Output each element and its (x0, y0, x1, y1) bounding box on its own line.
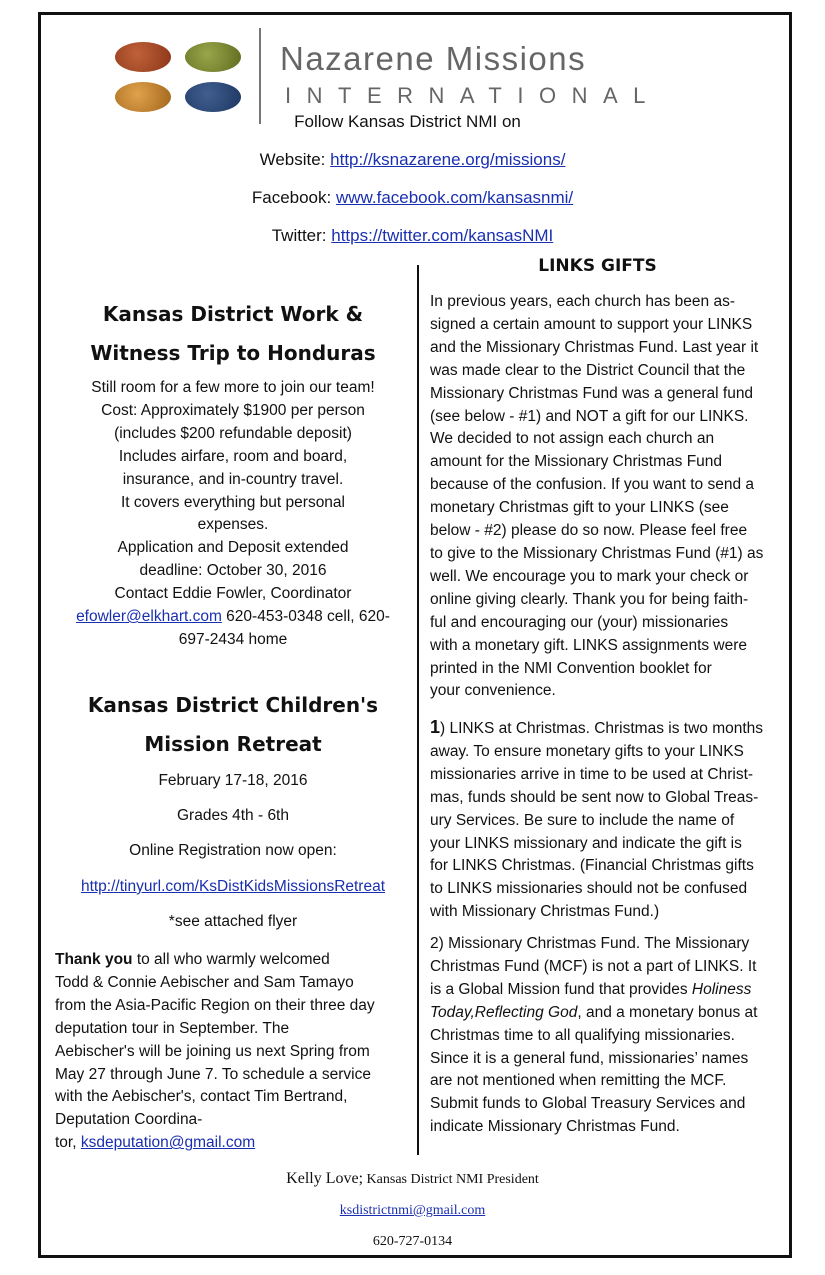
honduras-phone-b: 697-2434 home (178, 630, 288, 648)
thanks-bold: Thank you (55, 951, 133, 968)
honduras-line: Contact Eddie Fowler, Coordinator (114, 585, 352, 603)
honduras-title-line1: Kansas District Work & (102, 302, 364, 326)
links-line: ful and encouraging our (your) missionaries (430, 613, 729, 631)
thanks-prefix: tor, (55, 1134, 81, 1152)
deputation-email-link[interactable]: ksdeputation@gmail.com (80, 1134, 256, 1152)
item2-line: Submit funds to Global Treasury Services and (430, 1095, 746, 1113)
twitter-link[interactable]: https://twitter.com/kansasNMI (331, 226, 554, 245)
retreat-title-line1: Kansas District Children's (87, 693, 379, 717)
item2-italic-holiness: Holiness (691, 980, 752, 998)
honduras-line: Includes airfare, room and board, (118, 447, 348, 465)
thanks-line: with the Aebischer's, contact Tim Bertrand, (55, 1088, 348, 1106)
item1-line: missionaries arrive in time to be used at Christ- (430, 765, 754, 783)
item1-line: your LINKS missionary and indicate the gift is (430, 834, 742, 852)
item2-line: indicate Missionary Christmas Fund. (430, 1118, 680, 1136)
item2-line (430, 979, 800, 1002)
footer-email-link[interactable]: ksdistrictnmi@gmail.com (339, 1203, 486, 1218)
links-item1 (430, 716, 800, 924)
item2-text: , and a monetary bonus at (577, 1003, 758, 1021)
links-line: We decided to not assign each church an (430, 430, 715, 448)
thanks-line: from the Asia-Pacific Region on their three day (55, 996, 375, 1014)
links-title: LINKS GIFTS (538, 256, 657, 276)
honduras-phone-a: 620-453-0348 cell, 620- (221, 608, 390, 626)
honduras-line: deadline: October 30, 2016 (139, 562, 327, 580)
item2-line: Christmas Fund (MCF) is not a part of LINKS. It (430, 957, 757, 975)
thanks-line: Aebischer's will be joining us next Spring from (55, 1042, 370, 1060)
honduras-line: Cost: Approximately $1900 per person (101, 401, 365, 419)
honduras-line: (includes $200 refundable deposit) (114, 424, 352, 442)
item1-line: for LINKS Christmas. (Financial Christmas gifts (430, 857, 754, 875)
links-line: amount for the Missionary Christmas Fund (430, 453, 723, 471)
links-line: because of the confusion. If you want to send a (430, 476, 754, 494)
footer-role: Kansas District NMI President (363, 1172, 539, 1187)
honduras-title-line2: Witness Trip to Honduras (90, 341, 376, 365)
footer-name: Kelly Love; (286, 1170, 364, 1187)
thanks-line: May 27 through June 7. To schedule a service (55, 1065, 371, 1083)
website-link[interactable]: http://ksnazarene.org/missions/ (330, 150, 566, 169)
item2-title: 2) Missionary Christmas Fund. (430, 935, 641, 952)
links-line: online giving clearly. Thank you for being faith- (430, 590, 749, 608)
honduras-contact-line (53, 606, 413, 629)
links-line: signed a certain amount to support your LINKS (430, 315, 753, 333)
honduras-details (53, 377, 413, 652)
column-divider (417, 265, 419, 1155)
thanks-line: deputation tour in September. The (55, 1019, 290, 1037)
links-line: your convenience. (430, 682, 556, 700)
item2-line: Christmas time to all qualifying missionaries. (430, 1026, 735, 1044)
honduras-line: It covers everything but personal (120, 493, 345, 511)
honduras-line: Still room for a few more to join our team! (91, 379, 375, 396)
twitter-label: Twitter: (271, 226, 327, 245)
loaf-icon (115, 82, 171, 112)
links-line: printed in the NMI Convention booklet for (430, 659, 712, 677)
item1-number: 1 (430, 717, 441, 737)
follow-text: Follow Kansas District NMI on (294, 112, 521, 131)
item2-line (430, 1002, 800, 1025)
logo-divider (259, 28, 261, 124)
links-line: to give to the Missionary Christmas Fund (#1) as (430, 544, 764, 562)
website-line (0, 150, 825, 170)
links-line: and the Missionary Christmas Fund. Last year it (430, 338, 759, 356)
facebook-label: Facebook: (251, 188, 332, 207)
retreat-flyer-note: *see attached flyer (168, 913, 298, 930)
twitter-line (0, 226, 825, 246)
facebook-link[interactable]: www.facebook.com/kansasnmi/ (335, 188, 574, 207)
item2-line: are not mentioned when remitting the MCF. (430, 1072, 727, 1090)
retreat-registration: Online Registration now open: (129, 842, 337, 859)
links-line: In previous years, each church has been as- (430, 293, 736, 310)
links-line: monetary Christmas gift to your LINKS (see (430, 499, 729, 517)
thanks-line: Todd & Connie Aebischer and Sam Tamayo (55, 973, 354, 991)
thanks-line (55, 949, 415, 972)
item1-first-line (430, 716, 800, 741)
links-line: was made clear to the District Council that the (430, 361, 746, 379)
thanks-line: Deputation Coordina- (55, 1111, 203, 1129)
honduras-line: expenses. (197, 516, 269, 534)
nmi-logo (115, 42, 245, 112)
leaf-icon (185, 42, 241, 72)
links-line: with a monetary gift. LINKS assignments were (430, 636, 748, 654)
website-label: Website: (259, 150, 326, 169)
thanks-line-text: to all who warmly welcomed (132, 951, 330, 968)
footer-signature (0, 1170, 825, 1188)
item1-line: mas, funds should be sent now to Global Treas- (430, 788, 759, 806)
links-line: well. We encourage you to mark your check or (430, 567, 749, 585)
links-item2 (430, 933, 800, 1139)
thanks-paragraph (55, 949, 415, 1155)
footer-phone: 620-727-0134 (372, 1234, 453, 1249)
links-line: Missionary Christmas Fund was a general fund (430, 384, 754, 402)
org-subtitle: INTERNATIONAL (285, 83, 661, 108)
retreat-link[interactable]: http://tinyurl.com/KsDistKidsMissionsRetreat (80, 878, 386, 895)
item2-first-text: The Missionary (640, 935, 750, 952)
item1-line: with Missionary Christmas Fund.) (430, 903, 660, 921)
item2-line: Since it is a general fund, missionaries’ names (430, 1049, 749, 1067)
retreat-grades: Grades 4th - 6th (176, 807, 289, 824)
links-line: (see below - #1) and NOT a gift for our LINKS. (430, 407, 749, 425)
globe-cross-icon (185, 82, 241, 112)
item2-italic-today: Today,Reflecting God (430, 1003, 578, 1021)
item1-title: ) LINKS at Christmas. (440, 720, 590, 737)
honduras-line: Application and Deposit extended (117, 539, 349, 557)
item1-first-text: Christmas is two months (589, 720, 764, 737)
retreat-date: February 17-18, 2016 (158, 772, 308, 789)
thanks-last-line (55, 1132, 415, 1155)
item1-line: away. To ensure monetary gifts to your LINKS (430, 742, 744, 760)
org-name: Nazarene Missions (280, 40, 587, 77)
item1-line: ury Services. Be sure to include the name of (430, 811, 735, 829)
honduras-line: insurance, and in-country travel. (122, 470, 344, 488)
item1-line: to LINKS missionaries should not be confused (430, 880, 748, 898)
item2-text: is a Global Mission fund that provides (430, 980, 692, 998)
links-intro (430, 291, 800, 703)
facebook-line (0, 188, 825, 208)
item2-first-line (430, 933, 800, 956)
honduras-email-link[interactable]: efowler@elkhart.com (76, 608, 222, 626)
retreat-title-line2: Mission Retreat (144, 732, 322, 756)
links-line: below - #2) please do so now. Please feel free (430, 522, 748, 540)
bread-icon (115, 42, 171, 72)
